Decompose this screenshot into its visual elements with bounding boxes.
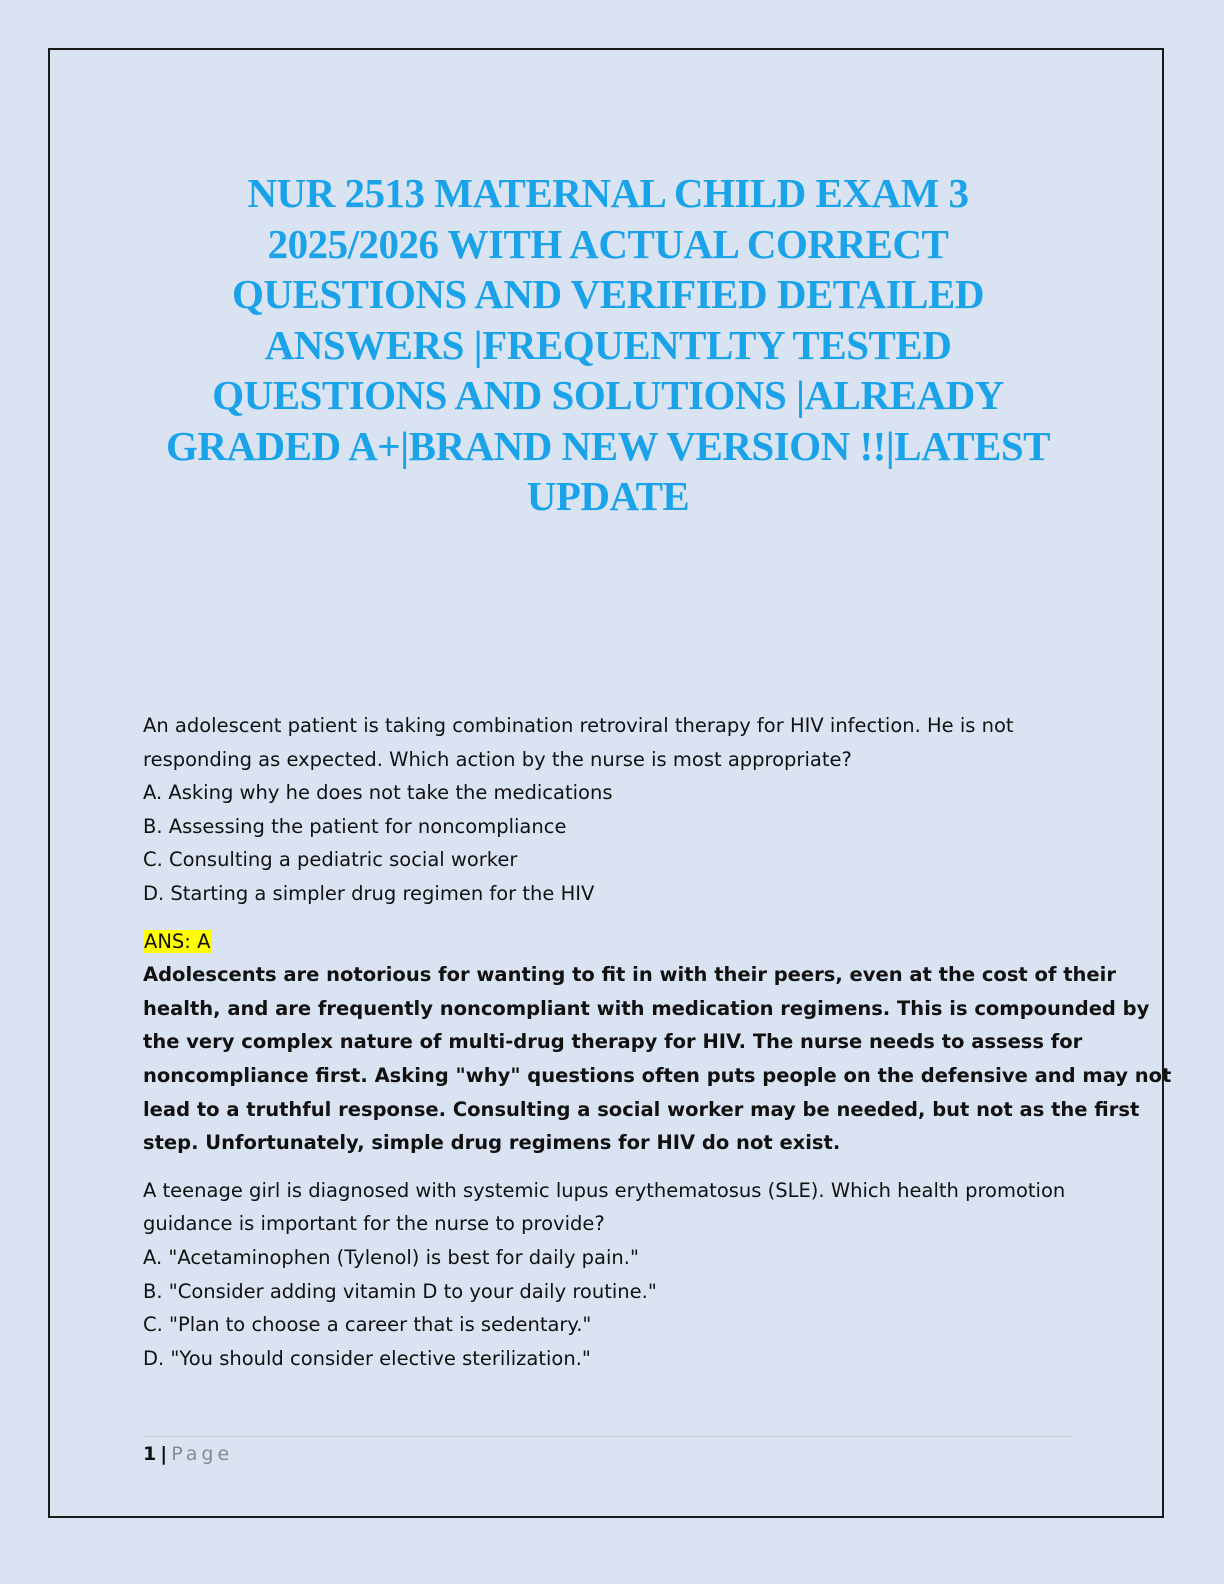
rationale-line: Adolescents are notorious for wanting to fit in with their peers, even at the cost of their [143,963,1116,987]
rationale-line: health, and are frequently noncompliant with medication regimens. This is compounded by [143,996,1150,1020]
question-stem-line: guidance is important for the nurse to provide? [143,1212,605,1236]
answer-option-c: C. Consulting a pediatric social worker [143,848,518,872]
title-line: 2025/2026 WITH ACTUAL CORRECT [267,220,949,267]
answer-option-a: A. Asking why he does not take the medications [143,781,613,805]
page-label: Page [171,1443,234,1465]
title-line: UPDATE [526,473,690,519]
title-line: ANSWERS |FREQUENTLTY TESTED [264,321,952,368]
title-line: GRADED A+|BRAND NEW VERSION !!|LATEST [165,422,1051,469]
question-1 [143,709,1172,1160]
answer-key-highlight: ANS: A [144,929,211,953]
rationale-line: noncompliance first. Asking "why" questions often puts people on the defensive and may not [143,1063,1172,1087]
question-stem-line: An adolescent patient is taking combination retroviral therapy for HIV infection. He is not [143,714,1014,737]
page-footer [143,1441,233,1467]
question-stem-line: A teenage girl is diagnosed with systemic lupus erythematosus (SLE). Which health promotion [143,1178,1066,1202]
answer-option-c: C. "Plan to choose a career that is sedentary." [143,1313,592,1337]
document-body [143,709,1172,1375]
question-2 [143,1174,1083,1376]
answer-option-d: D. Starting a simpler drug regimen for the HIV [143,881,595,905]
page-number: 1 [143,1443,157,1465]
rationale-line: lead to a truthful response. Consulting a social worker may be needed, but not as the first [143,1097,1140,1121]
rationale-line: step. Unfortunately, simple drug regimens for HIV do not exist. [143,1131,841,1155]
answer-key-line [143,925,1083,959]
title-line: NUR 2513 MATERNAL CHILD EXAM 3 [247,170,969,216]
answer-option-d: D. "You should consider elective sterilization." [143,1346,591,1370]
answer-option-b: B. Assessing the patient for noncompliance [143,814,567,838]
answer-option-b: B. "Consider adding vitamin D to your daily routine." [143,1279,657,1303]
answer-option-a: A. "Acetaminophen (Tylenol) is best for daily pain." [143,1245,639,1269]
footer-separator: | [160,1443,168,1465]
document-title [140,168,1076,522]
rationale-line: the very complex nature of multi-drug therapy for HIV. The nurse needs to assess for [143,1030,1083,1054]
title-line: QUESTIONS AND SOLUTIONS |ALREADY [212,372,1004,418]
question-stem-line: responding as expected. Which action by the nurse is most appropriate? [143,747,852,771]
footer-divider [143,1436,1073,1437]
title-line: QUESTIONS AND VERIFIED DETAILED [232,271,984,317]
